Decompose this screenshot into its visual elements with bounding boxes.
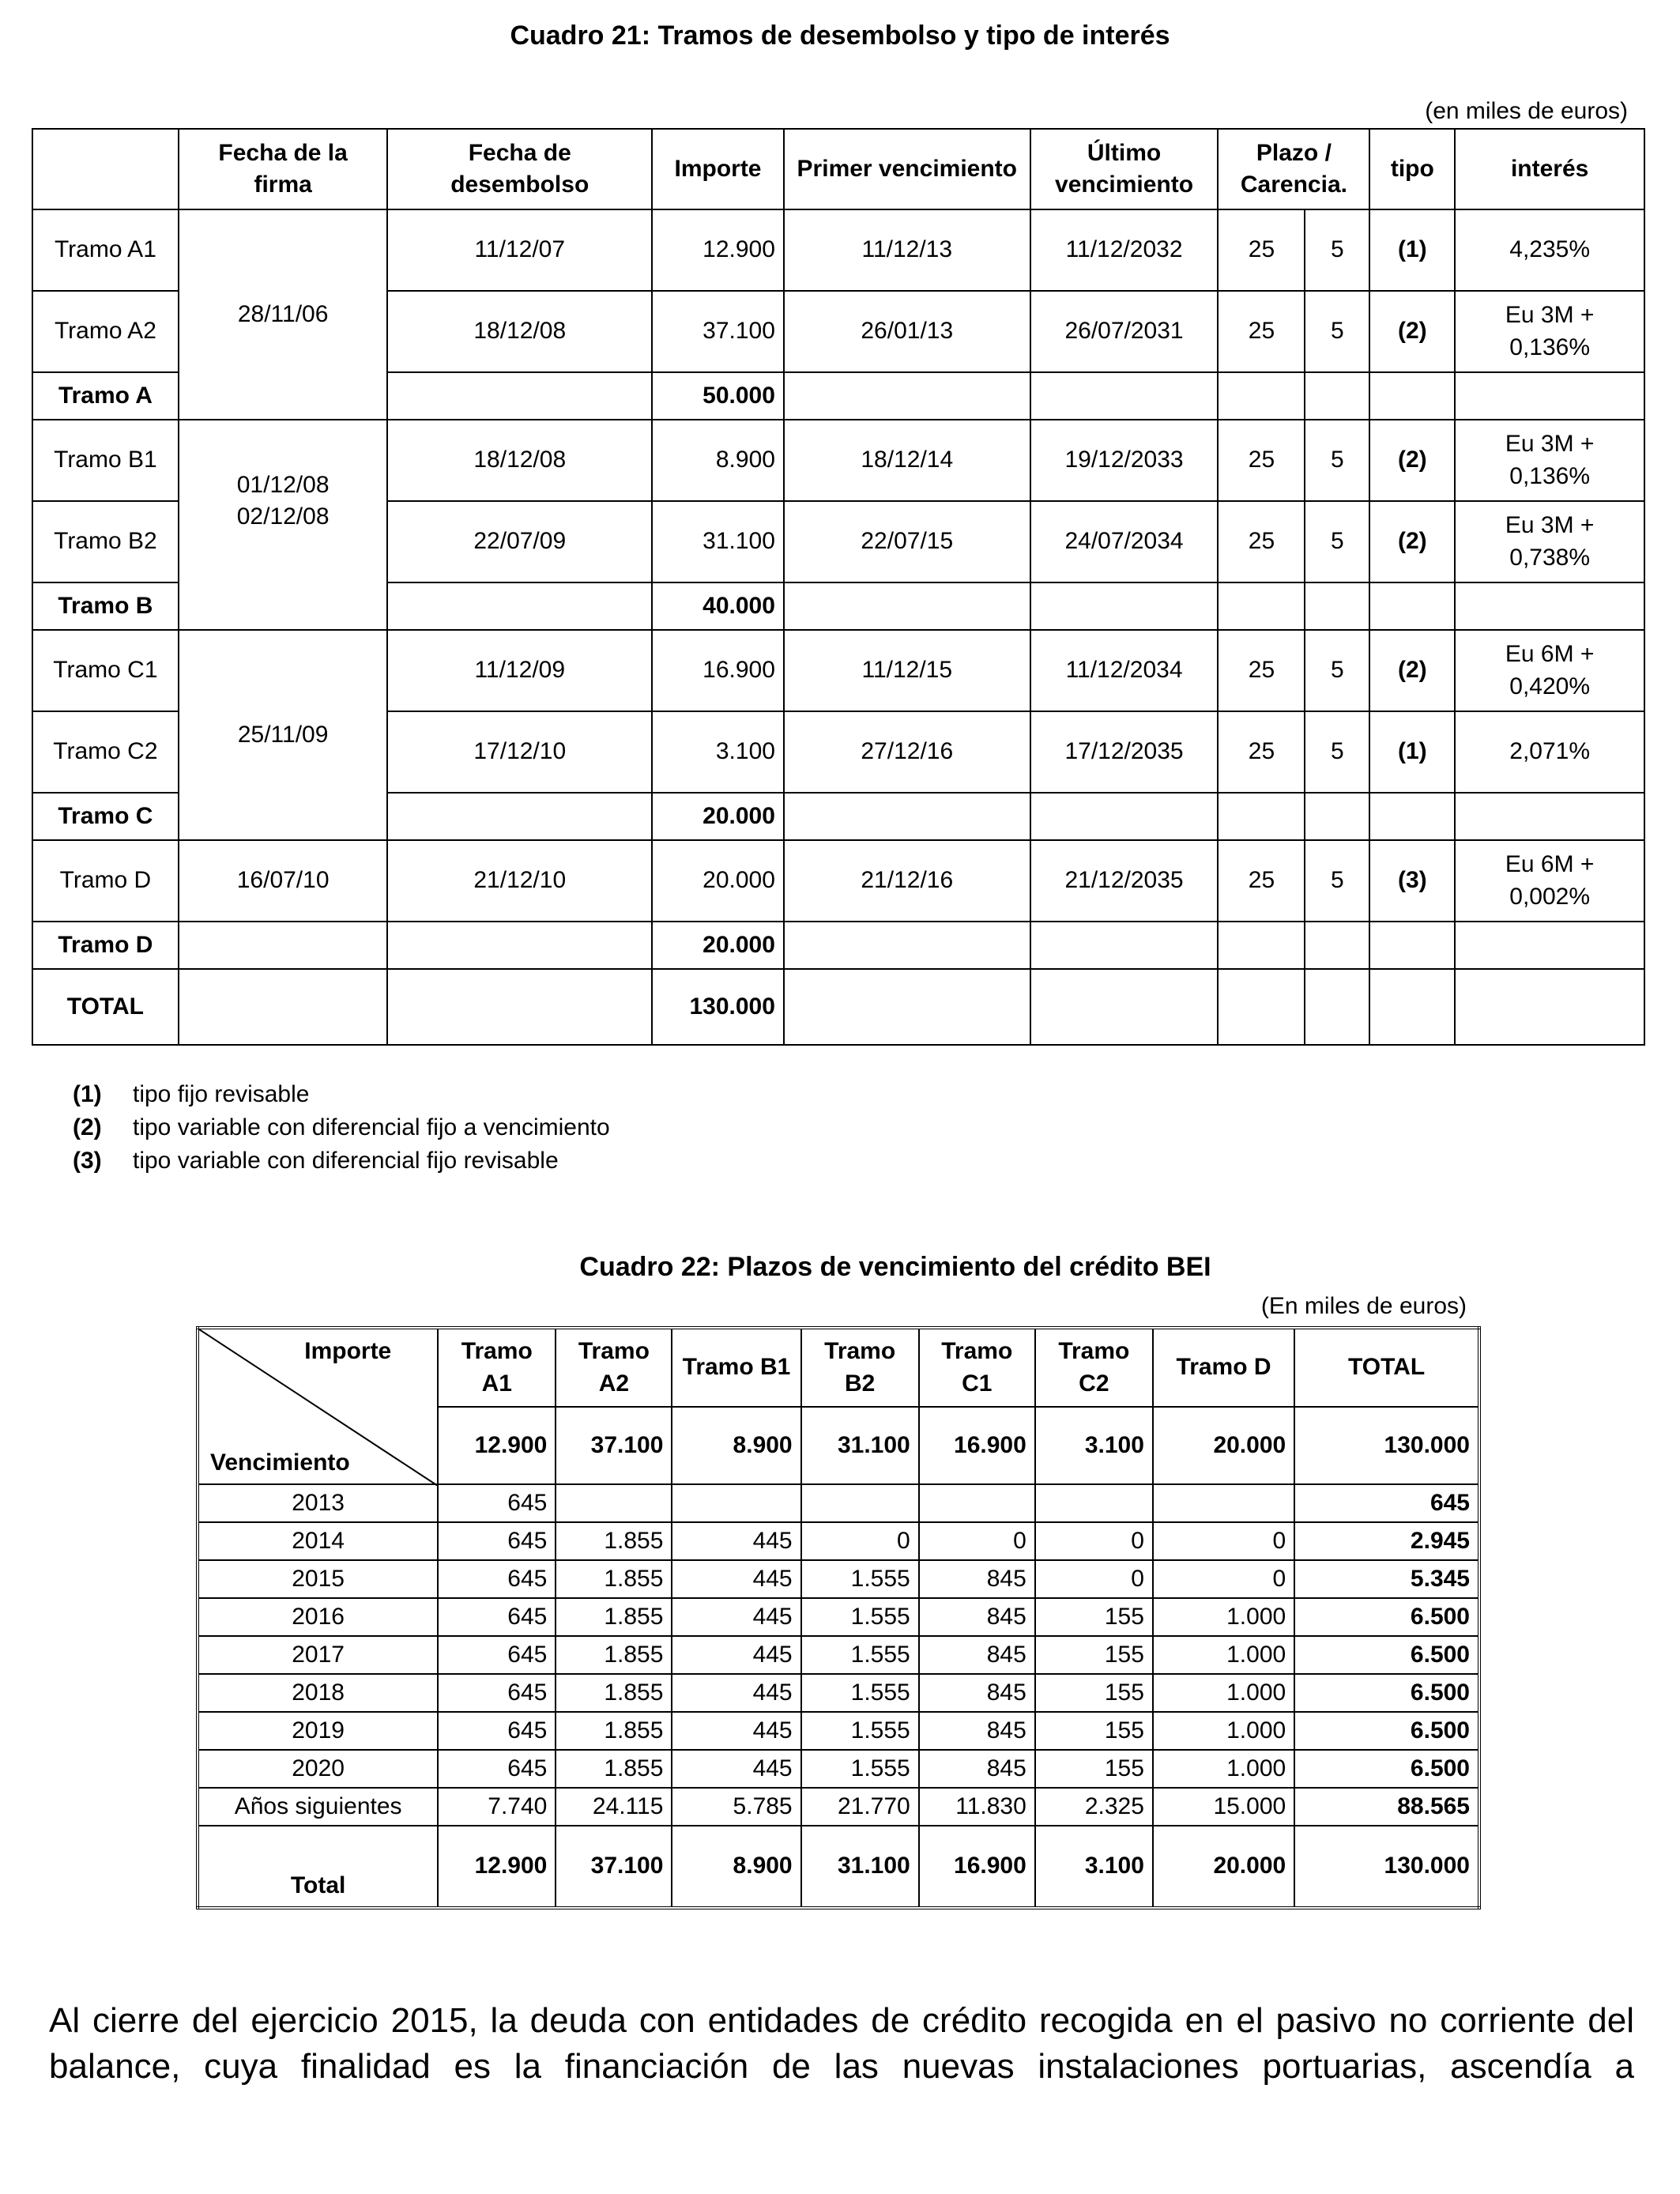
value-cell: 1.555 [801,1560,919,1598]
cuadro22-table [196,1326,1481,1909]
total-row [32,969,1644,1045]
fecha-firma-a: 28/11/06 [179,209,388,420]
row-total-cell: 5.345 [1294,1560,1479,1598]
interes: 4,235% [1455,209,1644,291]
value-cell: 845 [919,1598,1035,1636]
value-cell: 645 [438,1598,556,1636]
primer-vencimiento: 22/07/15 [784,501,1030,582]
vencimiento-label: 2017 [198,1636,438,1674]
column-header: Tramo C1 [919,1328,1035,1407]
importe: 20.000 [652,793,784,840]
value-cell: 155 [1035,1674,1153,1712]
importe-cell: 20.000 [1153,1407,1294,1484]
tipo: (2) [1369,420,1455,501]
row-total-cell: 6.500 [1294,1712,1479,1750]
header-primer-vencimiento: Primer vencimiento [784,129,1030,209]
value-cell: 645 [438,1636,556,1674]
tipo: (2) [1369,630,1455,711]
value-cell: 445 [672,1712,800,1750]
value-cell: 1.855 [556,1560,672,1598]
value-cell: 645 [438,1522,556,1560]
row-total-cell: 6.500 [1294,1674,1479,1712]
carencia: 5 [1305,630,1369,711]
plazo: 25 [1218,291,1305,372]
importe: 20.000 [652,922,784,969]
column-header: TOTAL [1294,1328,1479,1407]
value-cell [1035,1484,1153,1522]
importe-cell: 16.900 [919,1407,1035,1484]
importe: 8.900 [652,420,784,501]
header-fecha-desembolso: Fecha de desembolso [387,129,652,209]
vencimiento-label: Años siguientes [198,1788,438,1826]
primer-vencimiento: 11/12/13 [784,209,1030,291]
tramo-name: Tramo C1 [32,630,179,711]
carencia: 5 [1305,711,1369,793]
cuadro22-header-row [198,1328,1479,1407]
carencia: 5 [1305,420,1369,501]
fecha-firma-b1: 01/12/08 [236,471,330,498]
corner-vencimiento-label: Vencimiento [210,1449,350,1476]
subtotal-row [32,922,1644,969]
row-total-cell: 6.500 [1294,1636,1479,1674]
table-row [198,1750,1479,1788]
tramo-name: Tramo D [32,922,179,969]
table-row [32,630,1644,711]
importe: 3.100 [652,711,784,793]
ultimo-vencimiento: 17/12/2035 [1030,711,1219,793]
total-cell: 37.100 [556,1826,672,1908]
value-cell: 845 [919,1560,1035,1598]
value-cell: 845 [919,1750,1035,1788]
vencimiento-label: 2013 [198,1484,438,1522]
header-tipo: tipo [1369,129,1455,209]
tipo: (1) [1369,711,1455,793]
fecha-firma-d: 16/07/10 [179,840,388,922]
value-cell: 1.555 [801,1598,919,1636]
value-cell: 155 [1035,1712,1153,1750]
note-item [73,1111,610,1144]
importe-cell: 3.100 [1035,1407,1153,1484]
value-cell: 0 [1035,1560,1153,1598]
total-cell: 12.900 [438,1826,556,1908]
tramo-name: Tramo B2 [32,501,179,582]
note-item [73,1078,610,1111]
value-cell [672,1484,800,1522]
cuadro21-title: Cuadro 21: Tramos de desembolso y tipo de interés [510,21,1170,51]
value-cell: 155 [1035,1636,1153,1674]
importe: 20.000 [652,840,784,922]
value-cell: 645 [438,1484,556,1522]
value-cell: 1.855 [556,1712,672,1750]
total-row [198,1826,1479,1908]
row-total-cell: 645 [1294,1484,1479,1522]
vencimiento-label: 2016 [198,1598,438,1636]
ultimo-vencimiento: 11/12/2032 [1030,209,1219,291]
ultimo-vencimiento: 19/12/2033 [1030,420,1219,501]
column-header: Tramo B1 [672,1328,800,1407]
value-cell: 1.555 [801,1674,919,1712]
tramo-name: Tramo D [32,840,179,922]
carencia: 5 [1305,840,1369,922]
cuadro21-table [32,128,1645,1046]
value-cell: 845 [919,1712,1035,1750]
value-cell: 1.000 [1153,1598,1294,1636]
value-cell: 11.830 [919,1788,1035,1826]
total-cell: 3.100 [1035,1826,1153,1908]
value-cell: 0 [1153,1522,1294,1560]
primer-vencimiento: 21/12/16 [784,840,1030,922]
tramo-name: Tramo C [32,793,179,840]
header-importe: Importe [652,129,784,209]
plazo: 25 [1218,501,1305,582]
row-total-cell: 88.565 [1294,1788,1479,1826]
cuadro22-body [198,1484,1479,1826]
interes: Eu 3M + 0,136% [1455,420,1644,501]
value-cell: 1.855 [556,1674,672,1712]
value-cell: 445 [672,1636,800,1674]
column-header: Tramo A1 [438,1328,556,1407]
fecha-desembolso: 22/07/09 [387,501,652,582]
table-row [198,1598,1479,1636]
table-row [198,1522,1479,1560]
value-cell: 645 [438,1560,556,1598]
carencia: 5 [1305,209,1369,291]
vencimiento-label: 2020 [198,1750,438,1788]
tipo: (2) [1369,291,1455,372]
note-item [73,1144,610,1178]
primer-vencimiento: 18/12/14 [784,420,1030,501]
cuadro22-units: (En miles de euros) [1260,1293,1467,1319]
value-cell: 445 [672,1522,800,1560]
value-cell: 1.555 [801,1636,919,1674]
total-cell: 16.900 [919,1826,1035,1908]
table-row [198,1484,1479,1522]
value-cell: 645 [438,1750,556,1788]
primer-vencimiento: 11/12/15 [784,630,1030,711]
note-number: (3) [73,1148,102,1174]
tipo: (3) [1369,840,1455,922]
fecha-firma-b2: 02/12/08 [236,503,330,530]
vencimiento-label: 2015 [198,1560,438,1598]
value-cell: 445 [672,1560,800,1598]
note-text: tipo fijo revisable [133,1081,310,1107]
value-cell: 1.855 [556,1750,672,1788]
value-cell: 155 [1035,1750,1153,1788]
table-row [198,1788,1479,1826]
value-cell: 845 [919,1674,1035,1712]
corner-cell [198,1328,438,1484]
row-total-cell: 2.945 [1294,1522,1479,1560]
value-cell: 1.855 [556,1598,672,1636]
value-cell: 445 [672,1674,800,1712]
note-number: (1) [73,1081,102,1107]
column-header: Tramo C2 [1035,1328,1153,1407]
tramo-name: Tramo B [32,582,179,630]
column-header: Tramo A2 [556,1328,672,1407]
ultimo-vencimiento: 11/12/2034 [1030,630,1219,711]
value-cell: 7.740 [438,1788,556,1826]
vencimiento-label: 2014 [198,1522,438,1560]
fecha-firma-c: 25/11/09 [179,630,388,840]
value-cell: 2.325 [1035,1788,1153,1826]
header-fecha-firma: Fecha de la firma [179,129,388,209]
note-text: tipo variable con diferencial fijo a vencimiento [133,1114,610,1140]
value-cell: 1.555 [801,1750,919,1788]
importe: 50.000 [652,372,784,420]
importe: 40.000 [652,582,784,630]
total-importe: 130.000 [652,969,784,1045]
column-header: Tramo B2 [801,1328,919,1407]
value-cell: 1.000 [1153,1674,1294,1712]
header-plazo-carencia: Plazo / Carencia. [1218,129,1369,209]
body-paragraph: Al cierre del ejercicio 2015, la deuda con entidades de crédito recogida en el pasivo no corriente del balance, cuya finalidad es la financiación de las nuevas instalaciones portuarias, ascendía a [49,2001,1634,2086]
interes: 2,071% [1455,711,1644,793]
value-cell: 1.000 [1153,1636,1294,1674]
total-cell: 31.100 [801,1826,919,1908]
header-corner [32,129,179,209]
row-total-cell: 6.500 [1294,1598,1479,1636]
interes: Eu 6M + 0,002% [1455,840,1644,922]
interes: Eu 3M + 0,136% [1455,291,1644,372]
ultimo-vencimiento: 21/12/2035 [1030,840,1219,922]
tramo-name: Tramo A [32,372,179,420]
importe: 37.100 [652,291,784,372]
value-cell: 5.785 [672,1788,800,1826]
value-cell: 155 [1035,1598,1153,1636]
fecha-desembolso: 17/12/10 [387,711,652,793]
table-row [198,1674,1479,1712]
table-row [198,1712,1479,1750]
row-total-cell: 6.500 [1294,1750,1479,1788]
importe-cell: 130.000 [1294,1407,1479,1484]
value-cell: 445 [672,1750,800,1788]
tramo-name: Tramo A2 [32,291,179,372]
value-cell: 15.000 [1153,1788,1294,1826]
tipo: (1) [1369,209,1455,291]
value-cell: 1.000 [1153,1750,1294,1788]
note-text: tipo variable con diferencial fijo revisable [133,1148,559,1174]
table-row [198,1636,1479,1674]
primer-vencimiento: 26/01/13 [784,291,1030,372]
plazo: 25 [1218,420,1305,501]
primer-vencimiento: 27/12/16 [784,711,1030,793]
importe: 16.900 [652,630,784,711]
value-cell: 1.000 [1153,1712,1294,1750]
cuadro21-units: (en miles de euros) [1425,98,1628,124]
value-cell [919,1484,1035,1522]
fecha-desembolso: 18/12/08 [387,420,652,501]
plazo: 25 [1218,209,1305,291]
importe-cell: 37.100 [556,1407,672,1484]
fecha-firma-b [179,420,388,630]
total-cell: 130.000 [1294,1826,1479,1908]
total-label: TOTAL [32,969,179,1045]
fecha-desembolso: 18/12/08 [387,291,652,372]
importe-cell: 31.100 [801,1407,919,1484]
plazo: 25 [1218,630,1305,711]
corner-importe-label: Importe [304,1338,392,1364]
total-cell: 8.900 [672,1826,800,1908]
fecha-desembolso: 11/12/09 [387,630,652,711]
value-cell: 1.555 [801,1712,919,1750]
carencia: 5 [1305,291,1369,372]
value-cell: 24.115 [556,1788,672,1826]
value-cell [1153,1484,1294,1522]
importe-cell: 8.900 [672,1407,800,1484]
total-label: Total [198,1826,438,1908]
table-row [198,1560,1479,1598]
total-cell: 20.000 [1153,1826,1294,1908]
value-cell: 645 [438,1712,556,1750]
value-cell: 645 [438,1674,556,1712]
cuadro21-notes [73,1078,610,1178]
tramo-name: Tramo B1 [32,420,179,501]
column-header: Tramo D [1153,1328,1294,1407]
value-cell: 1.855 [556,1636,672,1674]
importe-cell: 12.900 [438,1407,556,1484]
plazo: 25 [1218,711,1305,793]
interes: Eu 3M + 0,738% [1455,501,1644,582]
value-cell: 0 [1035,1522,1153,1560]
carencia: 5 [1305,501,1369,582]
table-row [32,420,1644,501]
ultimo-vencimiento: 24/07/2034 [1030,501,1219,582]
cuadro21-header-row [32,129,1644,209]
ultimo-vencimiento: 26/07/2031 [1030,291,1219,372]
table-row [32,209,1644,291]
plazo: 25 [1218,840,1305,922]
tipo: (2) [1369,501,1455,582]
cuadro22-title: Cuadro 22: Plazos de vencimiento del crédito BEI [579,1252,1211,1282]
value-cell: 445 [672,1598,800,1636]
vencimiento-label: 2018 [198,1674,438,1712]
value-cell: 21.770 [801,1788,919,1826]
header-ultimo-vencimiento: Último vencimiento [1030,129,1219,209]
value-cell [556,1484,672,1522]
value-cell: 0 [919,1522,1035,1560]
fecha-desembolso: 21/12/10 [387,840,652,922]
tramo-name: Tramo C2 [32,711,179,793]
interes: Eu 6M + 0,420% [1455,630,1644,711]
value-cell: 0 [1153,1560,1294,1598]
vencimiento-label: 2019 [198,1712,438,1750]
importe: 31.100 [652,501,784,582]
importe: 12.900 [652,209,784,291]
value-cell: 1.855 [556,1522,672,1560]
value-cell: 845 [919,1636,1035,1674]
note-number: (2) [73,1114,102,1140]
header-interes: interés [1455,129,1644,209]
value-cell: 0 [801,1522,919,1560]
table-row [32,840,1644,922]
tramo-name: Tramo A1 [32,209,179,291]
fecha-desembolso: 11/12/07 [387,209,652,291]
value-cell [801,1484,919,1522]
